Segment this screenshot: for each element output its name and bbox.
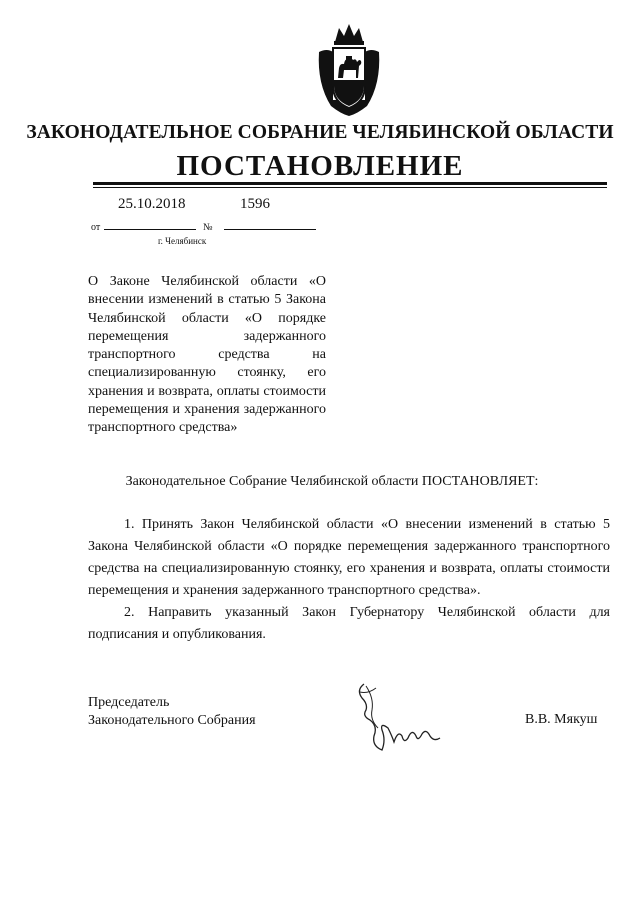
signer-title [88, 694, 256, 730]
date-underline [104, 229, 196, 230]
handwritten-signature [352, 680, 452, 758]
coat-of-arms-icon [315, 22, 383, 118]
resolution-paragraph: 2. Направить указанный Закон Губернатору Челябинской области для подписания и опубликования. [88, 605, 610, 642]
document-subject: О Законе Челябинской области «О внесении изменений в статью 5 Закона Челябинской области «О порядке перемещения задержанного транспортного средства на специализированную стоянку, его хранения и возврата, оплаты стоимости перемещения и хранения задержанного транспортного средства» [88, 274, 326, 436]
signer-title-line: Законодательного Собрания [88, 713, 256, 728]
header-divider-thick [93, 182, 607, 185]
signer-name: В.В. Мякуш [525, 712, 598, 727]
city-label: г. Челябинск [158, 236, 207, 246]
from-label: от [91, 222, 101, 233]
document-type-title: ПОСТАНОВЛЕНИЕ [176, 150, 464, 182]
number-label: № [203, 222, 213, 233]
organization-name: ЗАКОНОДАТЕЛЬНОЕ СОБРАНИЕ ЧЕЛЯБИНСКОЙ ОБЛАСТИ [26, 122, 614, 143]
resolution-paragraph: 1. Принять Закон Челябинской области «О внесении изменений в статью 5 Закона Челябинской области «О порядке перемещения задержанного транспортного средства на специализированную стоянку, его хранения и возврата, оплаты стоимости перемещения и хранения задержанного транспортного средства». [88, 517, 610, 598]
document-number: 1596 [240, 196, 270, 212]
header-divider-thin [93, 187, 607, 188]
number-underline [224, 229, 316, 230]
document-date: 25.10.2018 [118, 196, 186, 212]
resolution-preamble: Законодательное Собрание Челябинской области ПОСТАНОВЛЯЕТ: [125, 474, 539, 489]
signer-title-line: Председатель [88, 695, 170, 710]
